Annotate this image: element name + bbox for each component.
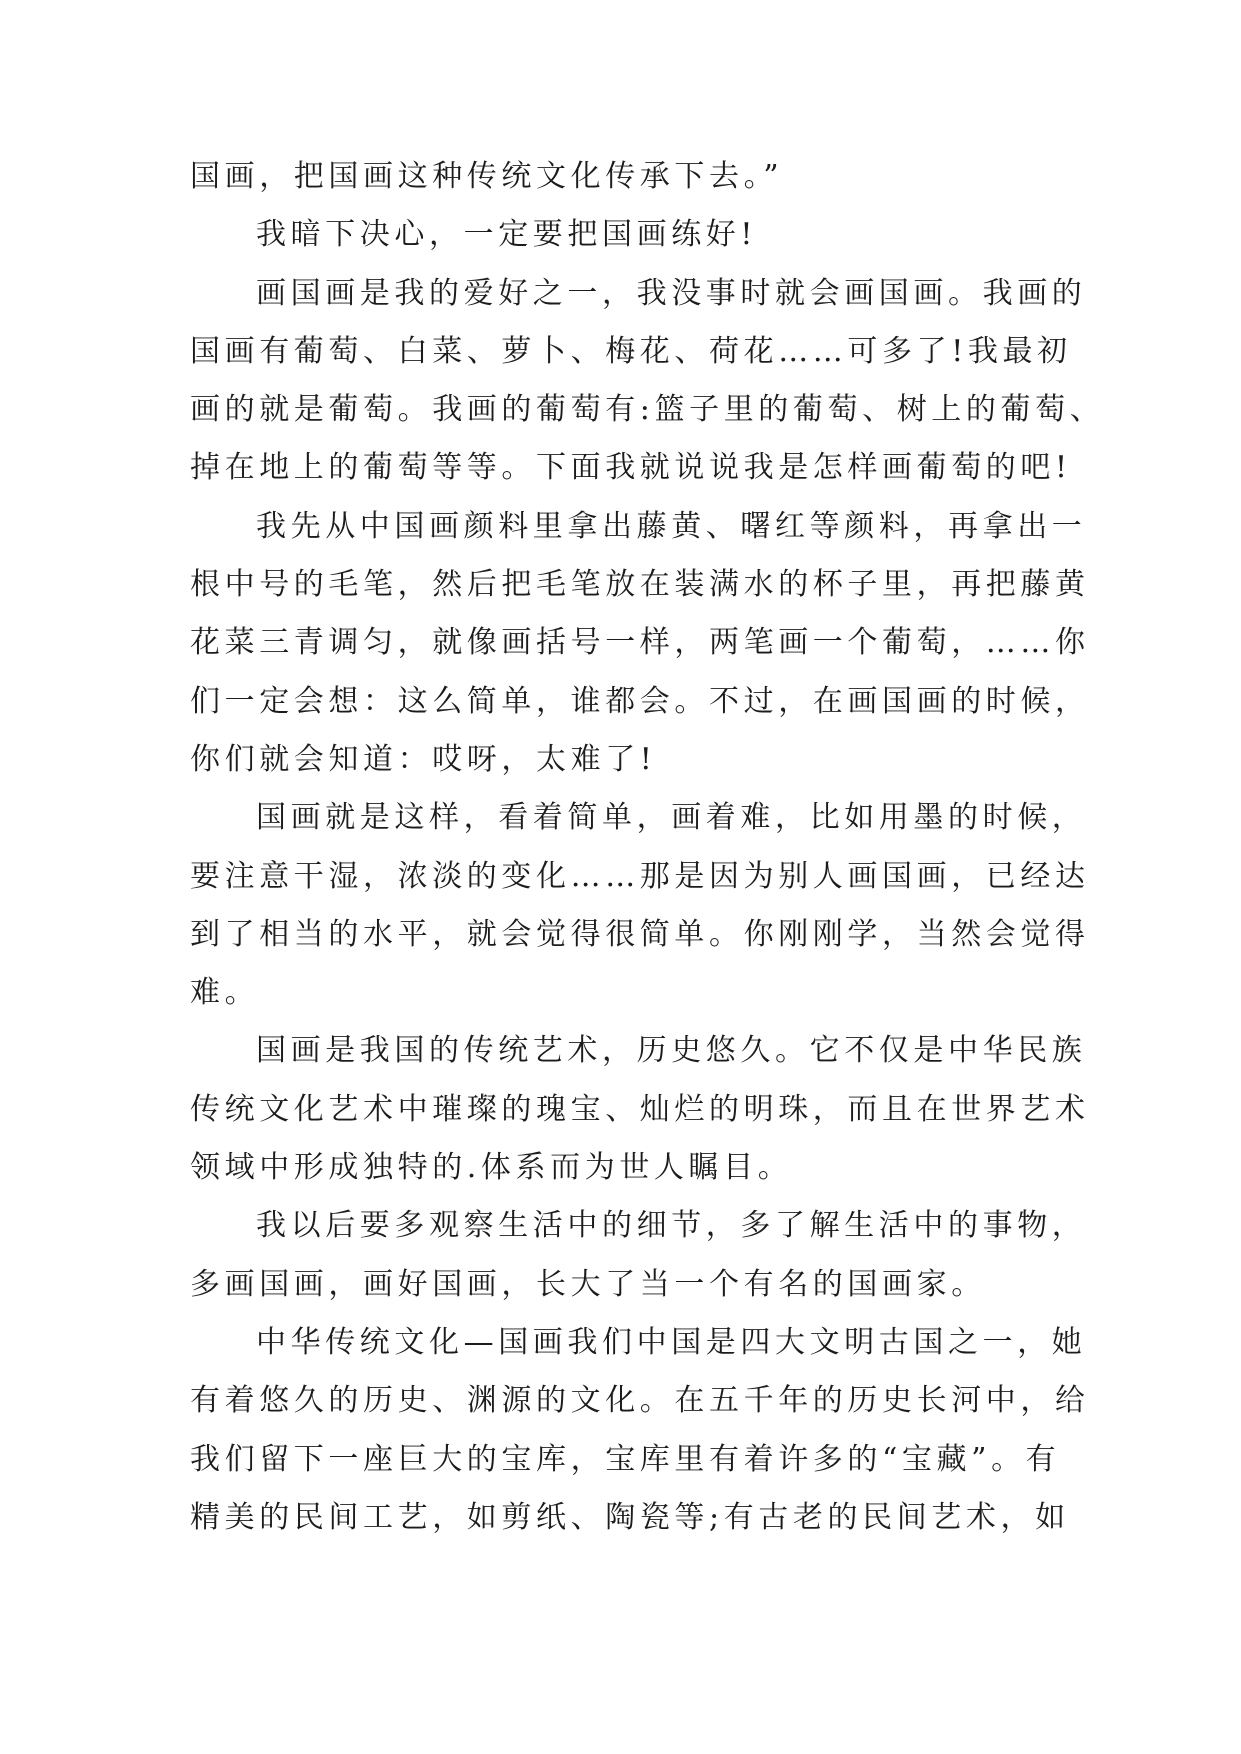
- text-line-21: 中华传统文化—国画我们中国是四大文明古国之一，她: [256, 1324, 1087, 1360]
- text-line-18: 领域中形成独特的.体系而为世人瞩目。: [190, 1150, 793, 1186]
- text-line-14: 到了相当的水平，就会觉得很简单。你刚刚学，当然会觉得: [190, 916, 1090, 952]
- text-line-8: 根中号的毛笔，然后把毛笔放在装满水的杯子里，再把藤黄: [190, 567, 1090, 603]
- text-line-6: 掉在地上的葡萄等等。下面我就说说我是怎样画葡萄的吧!: [190, 450, 1072, 486]
- text-line-2: 我暗下决心，一定要把国画练好!: [256, 217, 758, 253]
- text-line-1: 国画，把国画这种传统文化传承下去。”: [190, 159, 784, 194]
- text-line-10: 们一定会想：这么简单，谁都会。不过，在画国画的时候，: [190, 683, 1090, 719]
- text-line-22: 有着悠久的历史、渊源的文化。在五千年的历史长河中，给: [190, 1383, 1090, 1419]
- text-line-12: 国画就是这样，看着简单，画着难，比如用墨的时候，: [256, 800, 1087, 836]
- text-line-17: 传统文化艺术中璀璨的瑰宝、灿烂的明珠，而且在世界艺术: [190, 1091, 1090, 1127]
- text-line-19: 我以后要多观察生活中的细节，多了解生活中的事物，: [256, 1208, 1087, 1244]
- text-line-15: 难。: [190, 975, 260, 1011]
- text-line-13: 要注意干湿，浓淡的变化……那是因为别人画国画，已经达: [190, 858, 1090, 894]
- text-line-5: 画的就是葡萄。我画的葡萄有:篮子里的葡萄、树上的葡萄、: [190, 392, 1105, 428]
- text-line-3: 画国画是我的爱好之一，我没事时就会画国画。我画的: [256, 275, 1087, 311]
- text-line-16: 国画是我国的传统艺术，历史悠久。它不仅是中华民族: [256, 1033, 1087, 1069]
- text-line-20: 多画国画，画好国画，长大了当一个有名的国画家。: [190, 1266, 986, 1302]
- text-line-4: 国画有葡萄、白菜、萝卜、梅花、荷花……可多了!我最初: [190, 333, 1072, 369]
- text-line-23: 我们留下一座巨大的宝库，宝库里有着许多的“宝藏”。有: [190, 1441, 1061, 1477]
- text-line-11: 你们就会知道：哎呀，太难了!: [190, 741, 657, 777]
- text-line-24: 精美的民间工艺，如剪纸、陶瓷等;有古老的民间艺术，如: [190, 1499, 1070, 1535]
- text-line-7: 我先从中国画颜料里拿出藤黄、曙红等颜料，再拿出一: [256, 508, 1087, 544]
- text-line-9: 花菜三青调匀，就像画括号一样，两笔画一个葡萄，……你: [190, 625, 1090, 661]
- document-body: [190, 148, 1105, 1547]
